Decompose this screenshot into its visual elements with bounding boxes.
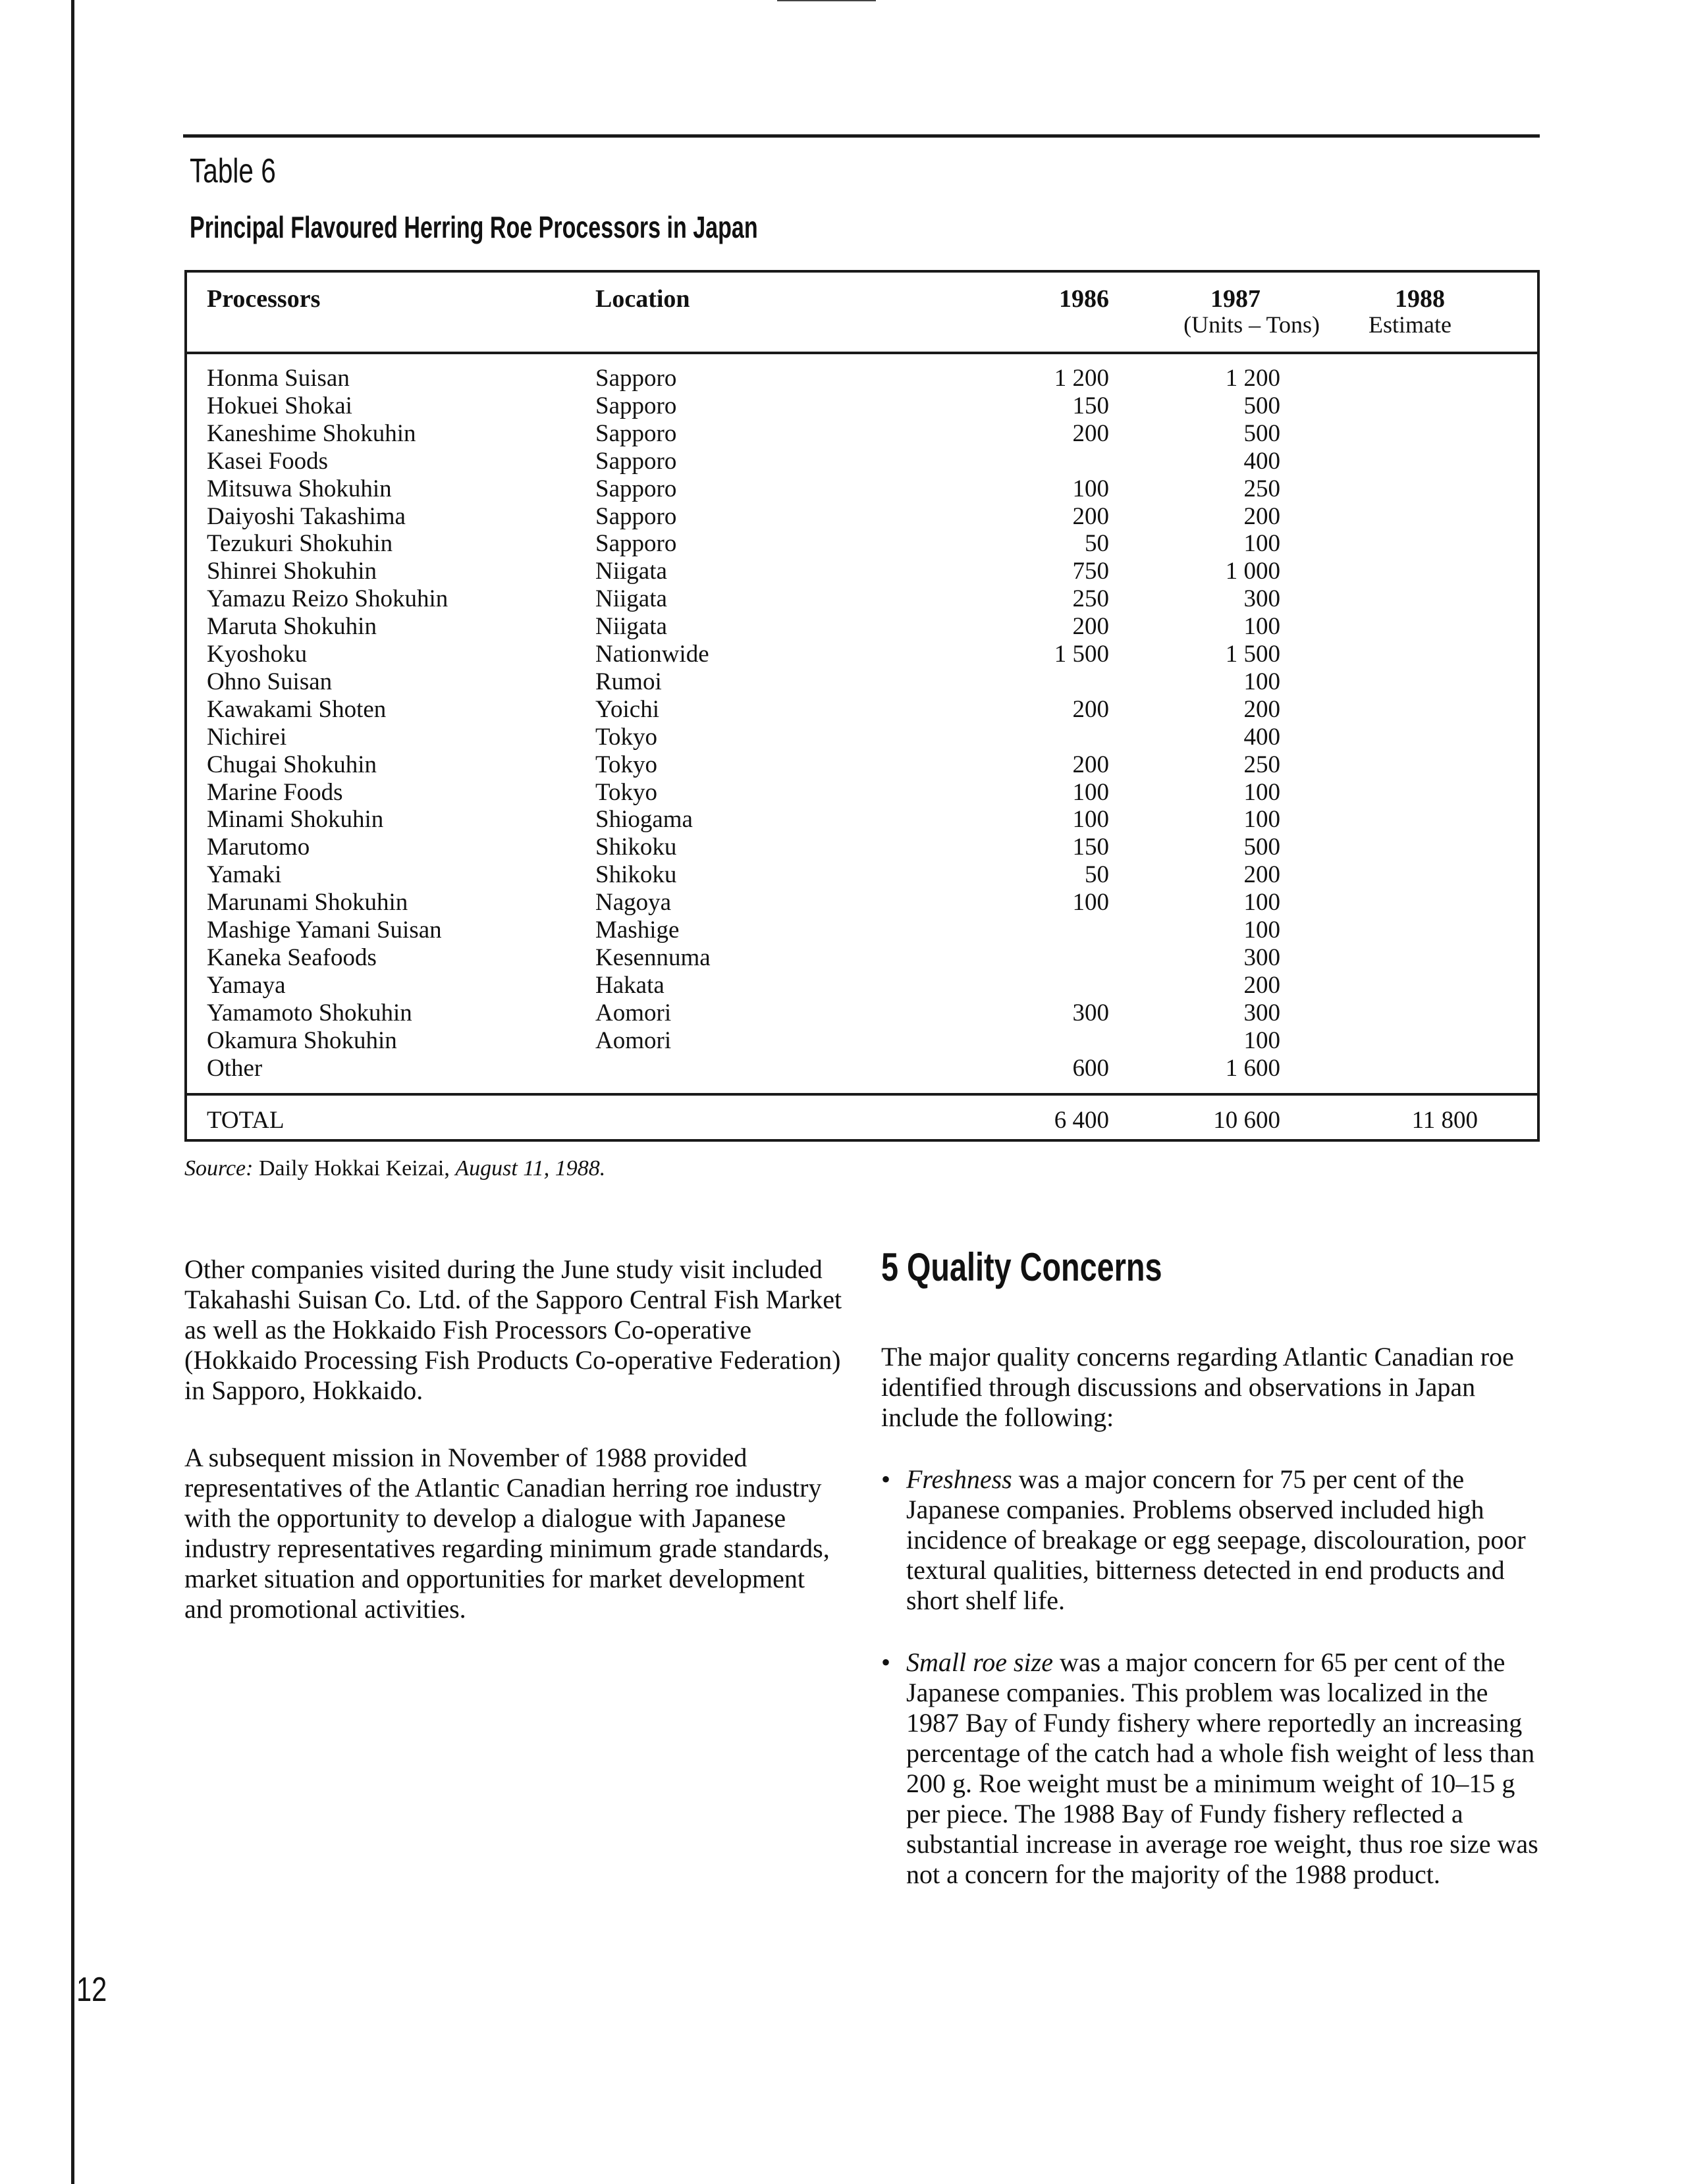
processor-name: Shinrei Shokuhin <box>207 558 377 585</box>
value-1986: 200 <box>1072 502 1109 530</box>
processor-name: Kawakami Shoten <box>207 695 387 723</box>
value-1986: 200 <box>1072 419 1109 447</box>
total-label: TOTAL <box>207 1107 285 1134</box>
processor-name: Yamaki <box>207 861 282 889</box>
value-1987: 300 <box>1243 944 1280 971</box>
total-1987: 10 600 <box>1213 1107 1280 1134</box>
processor-name: Kaneka Seafoods <box>207 944 377 971</box>
header-rule <box>183 134 1540 138</box>
processor-location: Aomori <box>595 1026 672 1054</box>
processor-location: Tokyo <box>595 778 658 806</box>
table-row <box>187 420 1537 448</box>
processor-location: Rumoi <box>595 668 662 695</box>
source-date: August 11, 1988. <box>455 1156 606 1181</box>
value-1987: 100 <box>1243 917 1280 944</box>
processor-name: Chugai Shokuhin <box>207 751 377 778</box>
section-title: 5 Quality Concerns <box>881 1245 1162 1289</box>
processor-name: Mitsuwa Shokuhin <box>207 475 392 502</box>
processor-name: Tezukuri Shokuhin <box>207 530 393 558</box>
processor-name: Yamaya <box>207 971 286 999</box>
processor-name: Minami Shokuhin <box>207 806 384 834</box>
value-1987: 1 600 <box>1225 1054 1280 1082</box>
processor-name: Nichirei <box>207 723 287 751</box>
paragraph: Other companies visited during the June study visit included Takahashi Suisan Co. Ltd. of the Sapporo Central Fish Market as well as the Hokkaido Fish Processors Co-operative (Hokkaido Processing Fish Products Co-operative Federation) in Sapporo, Hokkaido. <box>184 1254 842 1405</box>
table-row <box>187 641 1537 668</box>
header-divider <box>187 352 1537 354</box>
table-row <box>187 448 1537 475</box>
value-1986: 250 <box>1072 585 1109 613</box>
processor-location: Sapporo <box>595 365 677 392</box>
value-1986: 150 <box>1072 392 1109 419</box>
processor-location: Shikoku <box>595 834 677 861</box>
bullet-icon: • <box>881 1647 891 1677</box>
source-prefix: Source: <box>184 1156 254 1181</box>
value-1987: 1 200 <box>1225 365 1280 392</box>
table-row <box>187 696 1537 724</box>
value-1986: 150 <box>1072 834 1109 861</box>
total-divider <box>187 1093 1537 1096</box>
value-1986: 100 <box>1072 475 1109 502</box>
value-1987: 100 <box>1243 613 1280 641</box>
table-row <box>187 972 1537 999</box>
value-1986: 1 500 <box>1054 641 1109 668</box>
value-1987: 1 500 <box>1225 641 1280 668</box>
processor-name: Other <box>207 1054 263 1082</box>
value-1987: 200 <box>1243 502 1280 530</box>
right-column <box>881 1342 1546 1921</box>
value-1987: 200 <box>1243 695 1280 723</box>
total-1988: 11 800 <box>1411 1107 1478 1134</box>
col-header-1986: 1986 <box>1059 285 1109 313</box>
value-1986: 50 <box>1085 861 1109 889</box>
processor-location: Sapporo <box>595 447 677 475</box>
col-header-1987: 1987 <box>1210 285 1261 313</box>
table-row <box>187 806 1537 834</box>
value-1986: 600 <box>1072 1054 1109 1082</box>
processor-name: Honma Suisan <box>207 365 350 392</box>
value-1987: 500 <box>1243 392 1280 419</box>
bullet-item <box>881 1647 1546 1890</box>
bullet-icon: • <box>881 1464 891 1494</box>
processor-location: Aomori <box>595 999 672 1026</box>
processor-location: Niigata <box>595 613 667 641</box>
table-row <box>187 1027 1537 1055</box>
processor-name: Kasei Foods <box>207 447 328 475</box>
processor-name: Marunami Shokuhin <box>207 889 408 917</box>
value-1986: 300 <box>1072 999 1109 1026</box>
value-1986: 50 <box>1085 530 1109 558</box>
value-1986: 750 <box>1072 558 1109 585</box>
value-1987: 100 <box>1243 668 1280 695</box>
value-1986: 100 <box>1072 889 1109 917</box>
page-number: 12 <box>76 1971 107 2009</box>
table-row <box>187 503 1537 531</box>
value-1987: 200 <box>1243 971 1280 999</box>
processor-name: Marutomo <box>207 834 310 861</box>
margin-rule <box>71 0 74 2184</box>
table-row <box>187 751 1537 779</box>
col-header-location: Location <box>595 285 690 313</box>
value-1987: 100 <box>1243 530 1280 558</box>
value-1987: 250 <box>1243 751 1280 778</box>
value-1987: 1 000 <box>1225 558 1280 585</box>
table-row <box>187 834 1537 861</box>
value-1987: 500 <box>1243 419 1280 447</box>
processor-name: Hokuei Shokai <box>207 392 352 419</box>
total-row <box>187 1106 1537 1135</box>
bullet-text: was a major concern for 75 per cent of the Japanese companies. Problems observed included high incidence of breakage or egg seepage, discolouration, poor textural qualities, bitterness detected in end products and short shelf life. <box>906 1464 1526 1615</box>
processor-name: Mashige Yamani Suisan <box>207 917 442 944</box>
value-1986: 1 200 <box>1054 365 1109 392</box>
processor-name: Kyoshoku <box>207 641 308 668</box>
col-header-1988-estimate: Estimate <box>1369 311 1451 338</box>
table-row <box>187 917 1537 944</box>
table-row <box>187 613 1537 641</box>
table-row <box>187 779 1537 807</box>
table-row <box>187 724 1537 751</box>
table-row <box>187 585 1537 613</box>
value-1987: 400 <box>1243 447 1280 475</box>
processor-location: Tokyo <box>595 723 658 751</box>
value-1987: 100 <box>1243 806 1280 834</box>
bullet-lead: Small roe size <box>906 1647 1053 1677</box>
value-1987: 400 <box>1243 723 1280 751</box>
table-row <box>187 668 1537 696</box>
table-caption: Principal Flavoured Herring Roe Processors in Japan <box>190 210 758 244</box>
value-1987: 100 <box>1243 1026 1280 1054</box>
value-1987: 300 <box>1243 585 1280 613</box>
processor-location: Shiogama <box>595 806 693 834</box>
col-header-processors: Processors <box>207 285 321 313</box>
value-1986: 200 <box>1072 695 1109 723</box>
processor-name: Kaneshime Shokuhin <box>207 419 416 447</box>
bullet-lead: Freshness <box>906 1464 1012 1494</box>
paragraph: A subsequent mission in November of 1988 provided representatives of the Atlantic Canadian herring roe industry with the opportunity to develop a dialogue with Japanese industry representatives regarding minimum grade standards, market situation and opportunities for market development and promotional activities. <box>184 1443 830 1624</box>
processor-location: Yoichi <box>595 695 659 723</box>
value-1987: 250 <box>1243 475 1280 502</box>
value-1987: 100 <box>1243 889 1280 917</box>
table-row <box>187 999 1537 1027</box>
processor-name: Okamura Shokuhin <box>207 1026 397 1054</box>
processor-location: Shikoku <box>595 861 677 889</box>
bullet-text: was a major concern for 65 per cent of the Japanese companies. This problem was localized in the 1987 Bay of Fundy fishery where reportedly an increasing percentage of the catch had a whole fish weight of less than 200 g. Roe weight must be a minimum weight of 10–15 g per piece. The 1988 Bay of Fundy fishery reflected a substantial increase in average roe weight, thus roe size was not a concern for the majority of the 1988 product. <box>906 1647 1538 1889</box>
total-1986: 6 400 <box>1054 1107 1109 1134</box>
processor-location: Sapporo <box>595 419 677 447</box>
value-1987: 100 <box>1243 778 1280 806</box>
processor-name: Daiyoshi Takashima <box>207 502 406 530</box>
processors-table <box>184 270 1540 1142</box>
processor-location: Sapporo <box>595 475 677 502</box>
value-1986: 200 <box>1072 613 1109 641</box>
section-intro: The major quality concerns regarding Atlantic Canadian roe identified through discussions and observations in Japan include the following: <box>881 1342 1514 1432</box>
table-row <box>187 530 1537 558</box>
table-row <box>187 365 1537 392</box>
table-row <box>187 944 1537 972</box>
bullet-item <box>881 1464 1546 1616</box>
col-header-1987-units: (Units – Tons) <box>1183 311 1320 338</box>
table-row <box>187 861 1537 889</box>
value-1987: 500 <box>1243 834 1280 861</box>
processor-location: Niigata <box>595 585 667 613</box>
value-1986: 100 <box>1072 778 1109 806</box>
value-1986: 100 <box>1072 806 1109 834</box>
processor-location: Sapporo <box>595 502 677 530</box>
value-1987: 200 <box>1243 861 1280 889</box>
processor-location: Tokyo <box>595 751 658 778</box>
value-1986: 200 <box>1072 751 1109 778</box>
processor-location: Sapporo <box>595 530 677 558</box>
table-row <box>187 1055 1537 1082</box>
value-1987: 300 <box>1243 999 1280 1026</box>
processor-name: Maruta Shokuhin <box>207 613 377 641</box>
source-name: Daily Hokkai Keizai, <box>258 1156 450 1181</box>
processor-location: Hakata <box>595 971 665 999</box>
processor-location: Nationwide <box>595 641 709 668</box>
processor-name: Yamamoto Shokuhin <box>207 999 412 1026</box>
table-row <box>187 889 1537 917</box>
col-header-1988: 1988 <box>1395 285 1445 313</box>
processor-location: Niigata <box>595 558 667 585</box>
processor-name: Ohno Suisan <box>207 668 333 695</box>
left-column <box>184 1254 843 1661</box>
table-row <box>187 392 1537 420</box>
table-label: Table 6 <box>190 152 276 190</box>
processor-name: Marine Foods <box>207 778 343 806</box>
processor-location: Mashige <box>595 917 680 944</box>
processor-location: Sapporo <box>595 392 677 419</box>
processor-location: Nagoya <box>595 889 672 917</box>
processor-location: Kesennuma <box>595 944 711 971</box>
processor-name: Yamazu Reizo Shokuhin <box>207 585 448 613</box>
scan-artifact-line <box>777 0 876 1</box>
table-row <box>187 558 1537 585</box>
table-source <box>184 1156 605 1181</box>
table-row <box>187 475 1537 503</box>
